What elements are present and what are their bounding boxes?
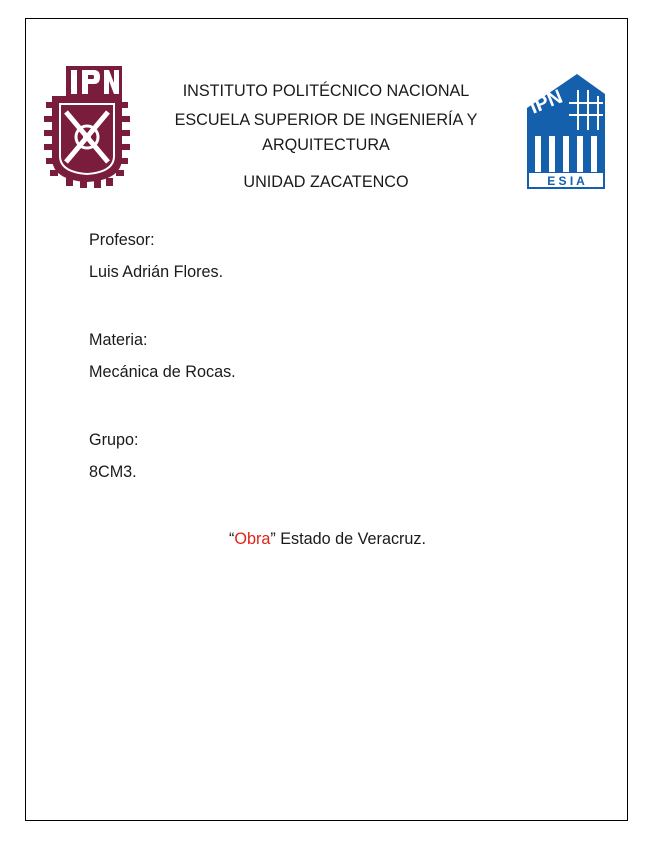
grupo-value: 8CM3.	[89, 463, 137, 481]
unit-name: UNIDAD ZACATENCO	[243, 173, 409, 191]
institution-name: INSTITUTO POLITÉCNICO NACIONAL	[182, 82, 470, 100]
materia-label: Materia:	[89, 331, 148, 349]
work-title-open-quote: “	[228, 530, 235, 548]
esia-logo-text: E S I A	[547, 174, 585, 188]
profesor-label: Profesor:	[89, 231, 155, 249]
document-page	[25, 18, 628, 821]
materia-value: Mecánica de Rocas.	[89, 363, 236, 381]
profesor-value: Luis Adrián Flores.	[89, 263, 224, 281]
work-title-highlight: Obra	[234, 530, 271, 548]
school-name-line2: ARQUITECTURA	[262, 136, 390, 154]
esia-logo-icon	[525, 66, 605, 189]
school-name-line1: ESCUELA SUPERIOR DE INGENIERÍA Y	[174, 111, 478, 129]
work-title-close-quote: ”	[270, 530, 276, 548]
work-title	[26, 529, 629, 550]
work-title-rest: Estado de Veracruz.	[275, 530, 427, 548]
ipn-shield-logo-icon	[44, 62, 130, 188]
grupo-label: Grupo:	[89, 431, 139, 449]
esia-logo-ipn-text: IPN	[526, 85, 566, 119]
